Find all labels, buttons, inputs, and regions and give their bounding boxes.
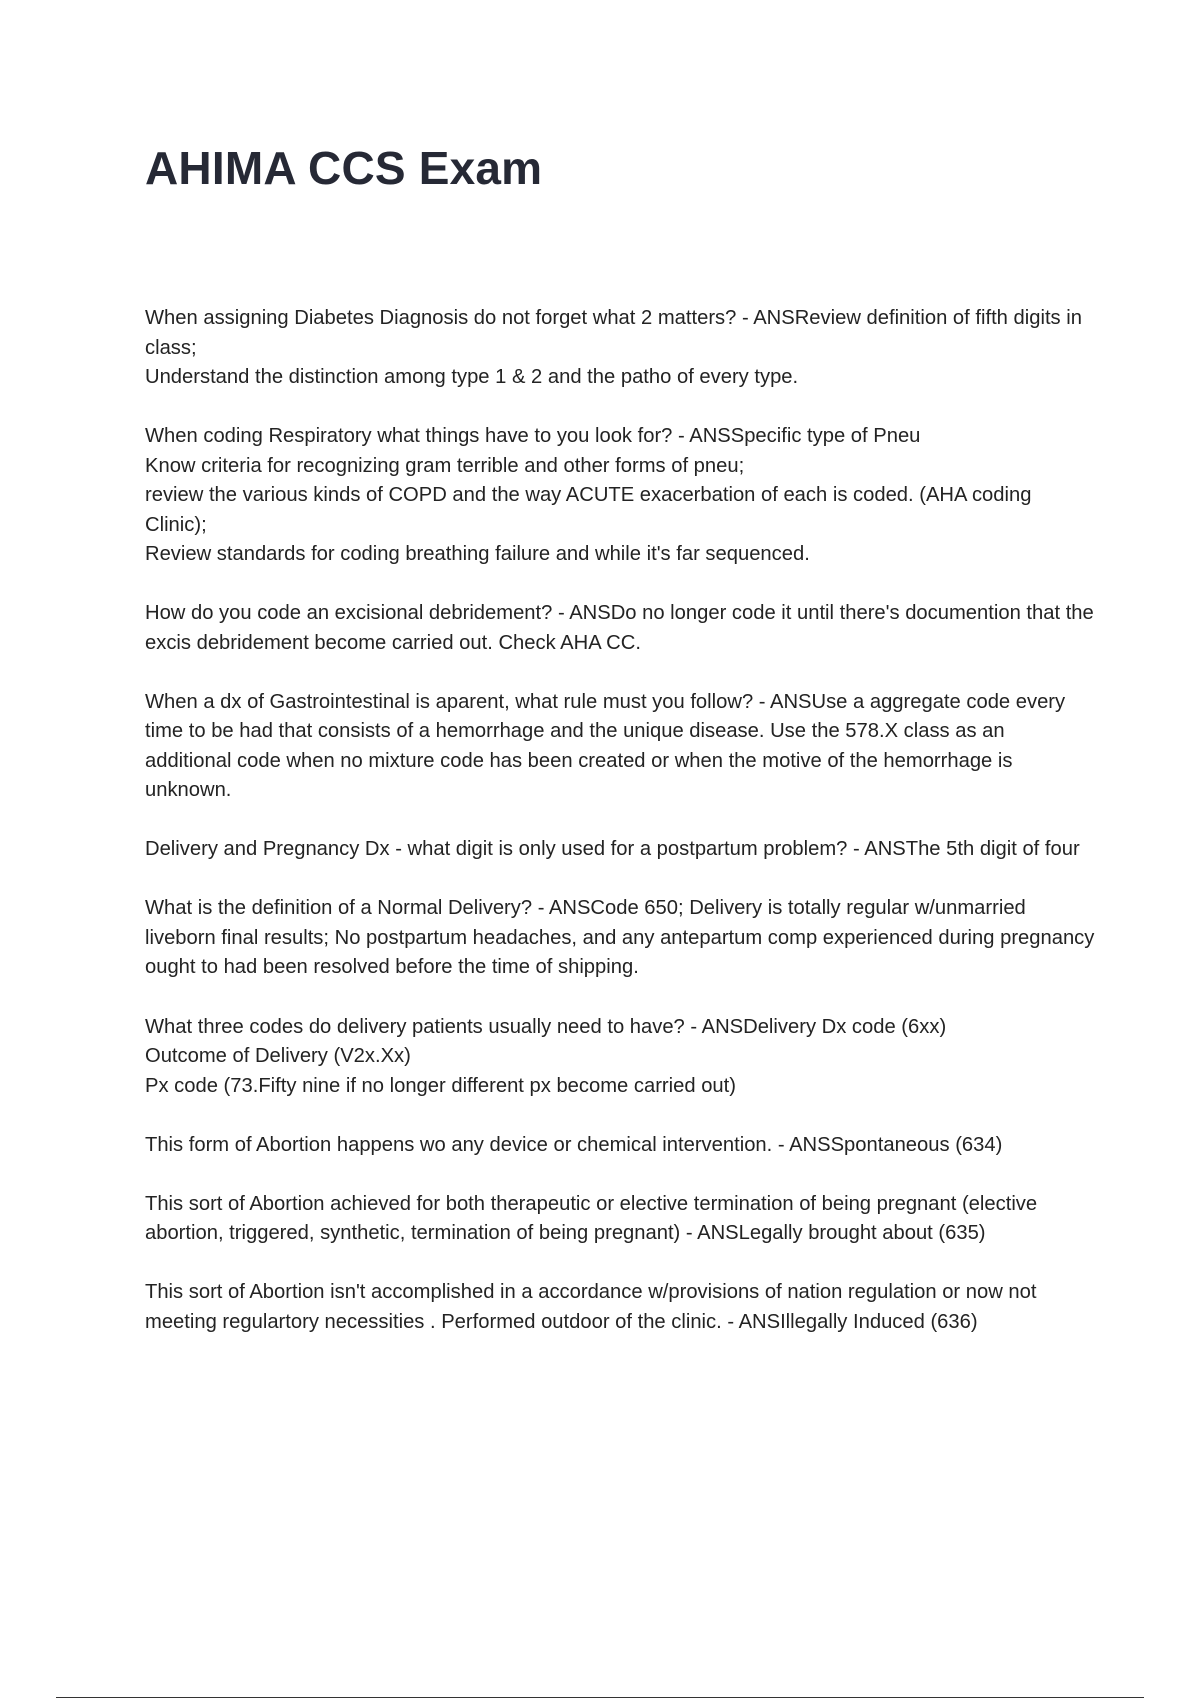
qa-text-line: This form of Abortion happens wo any device or chemical intervention. - ANSSpontaneous (634) <box>145 1133 1003 1156</box>
qa-text-line: This sort of Abortion isn't accomplished in a accordance w/provisions of nation regulation or now not meeting regulartory necessities . Performed outdoor of the clinic. - ANSIllegally Induced (636) <box>145 1281 1043 1333</box>
qa-item <box>145 422 1095 570</box>
qa-item <box>145 1013 1095 1102</box>
qa-item <box>145 1190 1095 1249</box>
qa-text-line: Delivery and Pregnancy Dx - what digit is only used for a postpartum problem? - ANSThe 5th digit of four <box>145 838 1080 861</box>
qa-text-line: When coding Respiratory what things have to you look for? - ANSSpecific type of Pneu <box>145 425 921 448</box>
qa-item <box>145 599 1100 658</box>
qa-text-line: What three codes do delivery patients usually need to have? - ANSDelivery Dx code (6xx) <box>145 1015 947 1038</box>
qa-item <box>145 1131 1095 1161</box>
qa-item <box>145 1278 1095 1337</box>
qa-text-line: review the various kinds of COPD and the way ACUTE exacerbation of each is coded. (AHA coding Clinic); <box>145 484 1038 536</box>
qa-item <box>145 835 1095 865</box>
qa-text-line: How do you code an excisional debridement? - ANSDo no longer code it until there's documention that the excis debridement become carried out. Check AHA CC. <box>145 602 1100 654</box>
qa-text-line: What is the definition of a Normal Delivery? - ANSCode 650; Delivery is totally regular w/unmarried liveborn final results; No postpartum headaches, and any antepartum comp experienced during pregnancy ought to had been resolved before the time of shipping. <box>145 897 1100 979</box>
qa-item <box>145 894 1100 983</box>
qa-text-line: Know criteria for recognizing gram terrible and other forms of pneu; <box>145 454 745 477</box>
qa-text-line: This sort of Abortion achieved for both therapeutic or elective termination of being pregnant (elective abortion, triggered, synthetic, termination of being pregnant) - ANSLegally brought about (635) <box>145 1192 1043 1245</box>
qa-text-line: Understand the distinction among type 1 & 2 and the patho of every type. <box>145 366 799 388</box>
qa-text-line: Outcome of Delivery (V2x.Xx) <box>145 1045 411 1068</box>
document-title: AHIMA CCS Exam <box>145 142 543 194</box>
qa-item <box>145 688 1095 806</box>
qa-item <box>145 304 1095 393</box>
footer-divider <box>56 1697 1144 1698</box>
qa-text-line: Review standards for coding breathing failure and while it's far sequenced. <box>145 543 810 566</box>
qa-list <box>145 304 1100 1367</box>
qa-text-line: Px code (73.Fifty nine if no longer different px become carried out) <box>145 1074 736 1097</box>
qa-text-line: When a dx of Gastrointestinal is aparent, what rule must you follow? - ANSUse a aggregate code every time to be had that consists of a hemorrhage and the unique disease. Use the 578.X class as an additional code when no mixture code has been created or when the motive of the hemorrhage is unknown. <box>145 690 1071 802</box>
qa-text-line: When assigning Diabetes Diagnosis do not forget what 2 matters? - ANSReview definition of fifth digits in class; <box>145 307 1088 359</box>
